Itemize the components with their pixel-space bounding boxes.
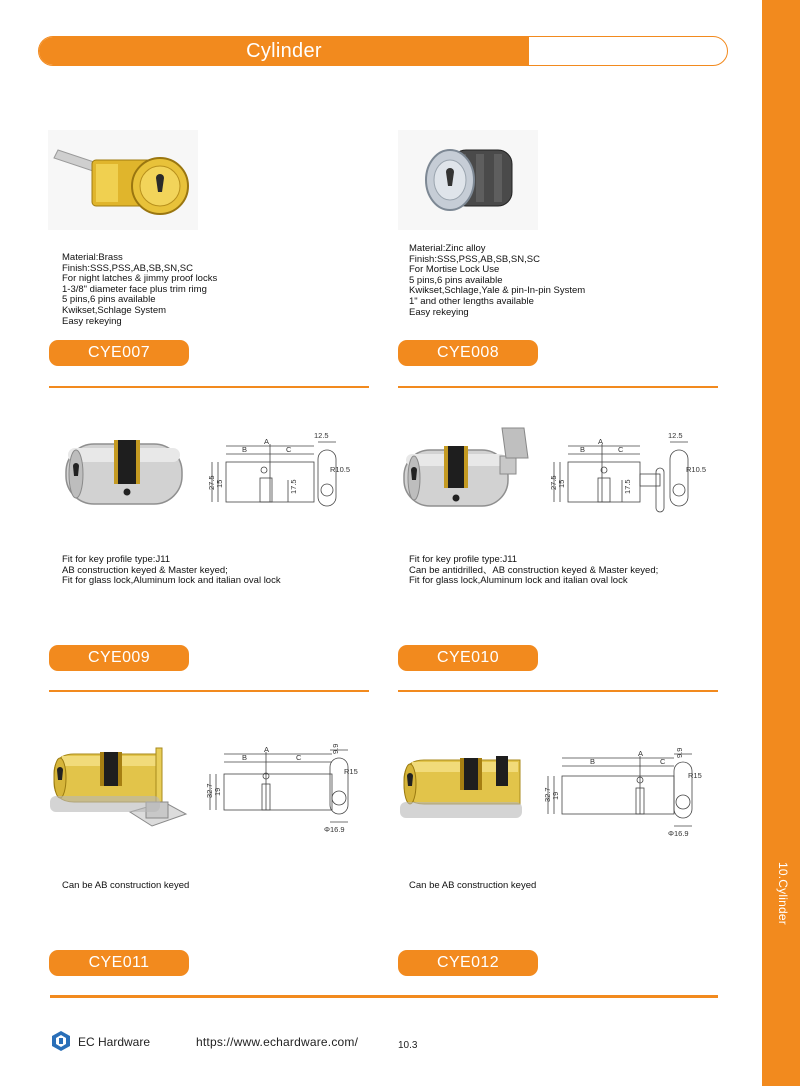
oval-cylinder-image (62, 430, 188, 516)
dim-radius-label: R10.5 (686, 465, 707, 474)
dim-mid-label: 19 (551, 791, 560, 800)
spec-line: Can be antidrilled、AB construction keyed & Master keyed; (409, 564, 659, 576)
dim-width-label: 9.9 (331, 743, 340, 754)
dim-c-label: C (296, 753, 302, 762)
cye011-specs (62, 881, 189, 892)
spec-line: For night latches & jimmy proof locks (62, 273, 218, 285)
dim-mid-label: 15 (215, 479, 224, 488)
dim-b-label: B (580, 445, 586, 454)
cye011-technical-drawing (204, 740, 366, 836)
euro-cylinder-image (400, 750, 530, 834)
dim-b-label: B (242, 445, 248, 454)
dim-diameter-label: Φ16.9 (324, 825, 345, 834)
dim-a-label: A (264, 745, 270, 754)
spec-line: Fit for key profile type:J11 (409, 554, 518, 565)
cye009-technical-drawing (204, 430, 350, 520)
footer-brand: EC Hardware (78, 1035, 151, 1049)
spec-line: Finish:SSS,PSS,AB,SB,SN,SC (409, 253, 540, 265)
zinc-mortise-cylinder-image (398, 130, 538, 230)
cye008-specs (409, 244, 585, 318)
divider (49, 386, 369, 388)
spec-line: Fit for key profile type:J11 (62, 554, 171, 565)
dim-height-label: 32.7 (205, 783, 214, 798)
spec-line: AB construction keyed & Master keyed; (62, 564, 228, 576)
product-code-cye010: CYE010 (398, 645, 538, 671)
dim-radius-label: R15 (344, 767, 358, 776)
dim-width-label: 12.5 (314, 431, 329, 440)
dim-height-label: 32.7 (543, 787, 552, 802)
cye007-specs (62, 253, 217, 327)
spec-line: Kwikset,Schlage,Yale & pin-In-pin System (409, 285, 586, 297)
divider (398, 386, 718, 388)
dim-b-label: B (242, 753, 248, 762)
spec-line: Material:Zinc alloy (409, 243, 486, 254)
oval-thumbturn-cylinder-image (404, 422, 534, 518)
dim-width-label: 9.9 (675, 747, 684, 758)
dim-mid-label: 19 (213, 787, 222, 796)
product-code-cye008: CYE008 (398, 340, 538, 366)
spec-line: 5 pins,6 pins available (409, 274, 503, 286)
dim-diameter-label: Φ16.9 (668, 829, 689, 838)
dim-a-label: A (264, 437, 270, 446)
dim-c-label: C (286, 445, 292, 454)
dim-lower-label: 17.5 (289, 479, 298, 494)
page-title-banner (38, 36, 728, 66)
ec-hardware-logo-icon (50, 1030, 72, 1052)
spec-line: Can be AB construction keyed (62, 880, 190, 891)
euro-cylinder-with-cam-image (50, 740, 200, 840)
spec-line: 1-3/8" diameter face plus trim rimg (62, 283, 207, 295)
dim-a-label: A (638, 749, 644, 758)
dim-b-label: B (590, 757, 596, 766)
dim-mid-label: 15 (557, 479, 566, 488)
spec-line: 5 pins,6 pins available (62, 294, 156, 306)
spec-line: Material:Brass (62, 252, 123, 263)
dim-lower-label: 17.5 (623, 479, 632, 494)
dim-height-label: 27.5 (207, 475, 216, 490)
section-side-label: 10.Cylinder (776, 862, 790, 925)
divider (49, 690, 369, 692)
cye012-specs (409, 881, 536, 892)
spec-line: Fit for glass lock,Aluminum lock and italian oval lock (62, 575, 281, 587)
dim-c-label: C (660, 757, 666, 766)
spec-line: Easy rekeying (62, 315, 122, 327)
product-code-cye012: CYE012 (398, 950, 538, 976)
spec-line: For Mortise Lock Use (409, 264, 500, 276)
dim-width-label: 12.5 (668, 431, 683, 440)
spec-line: Can be AB construction keyed (409, 880, 537, 891)
footer-divider (50, 995, 718, 998)
product-code-cye009: CYE009 (49, 645, 189, 671)
divider (398, 690, 718, 692)
cye010-technical-drawing (546, 430, 722, 520)
cye009-specs (62, 555, 281, 587)
page-title: Cylinder (246, 40, 322, 62)
spec-line: 1" and other lengths available (409, 295, 534, 307)
footer-website-link[interactable]: https://www.echardware.com/ (196, 1035, 359, 1049)
cye010-specs (409, 555, 658, 587)
product-code-cye007: CYE007 (49, 340, 189, 366)
spec-line: Fit for glass lock,Aluminum lock and italian oval lock (409, 575, 628, 587)
dim-a-label: A (598, 437, 604, 446)
product-code-cye011: CYE011 (49, 950, 189, 976)
spec-line: Kwikset,Schlage System (62, 304, 167, 316)
dim-radius-label: R15 (688, 771, 702, 780)
spec-line: Finish:SSS,PSS,AB,SB,SN,SC (62, 262, 193, 274)
spec-line: Easy rekeying (409, 306, 469, 318)
dim-radius-label: R10.5 (330, 465, 351, 474)
cye012-technical-drawing (544, 744, 720, 840)
dim-height-label: 27.5 (549, 475, 558, 490)
brass-rim-cylinder-image (48, 130, 198, 230)
page-number: 10.3 (398, 1040, 418, 1051)
dim-c-label: C (618, 445, 624, 454)
